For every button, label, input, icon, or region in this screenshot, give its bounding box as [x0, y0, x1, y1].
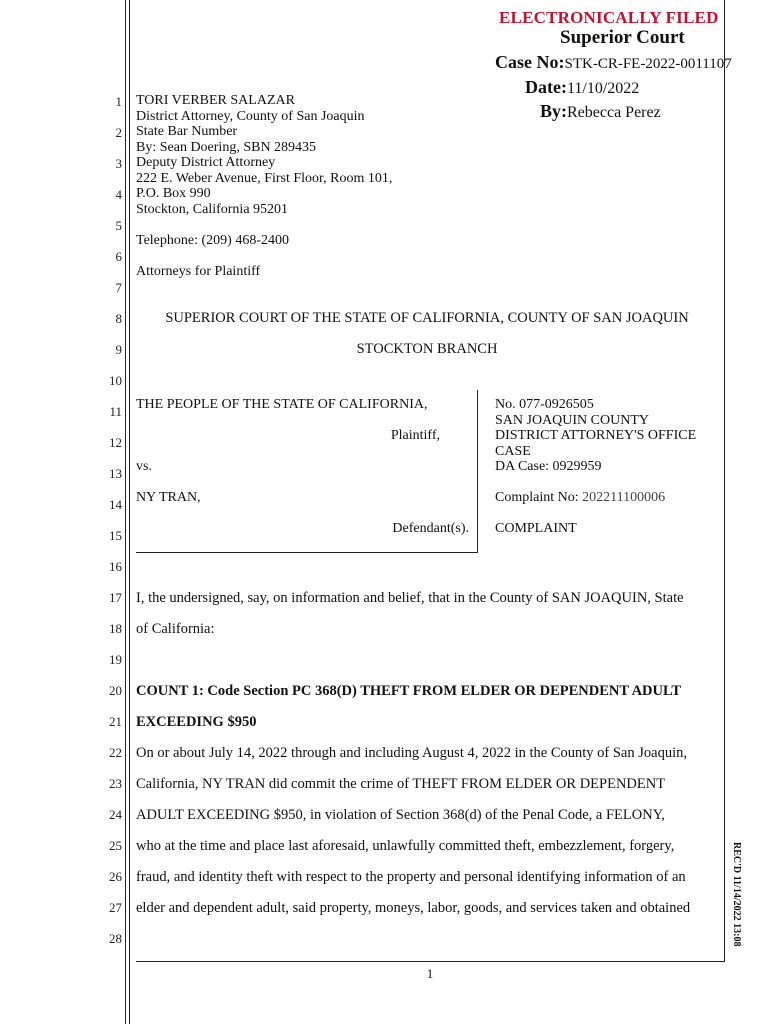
line-number: 8	[115, 311, 122, 326]
stamp-case-label: Case No:	[495, 52, 565, 72]
stamp-date	[525, 77, 639, 98]
line-number: 10	[109, 373, 122, 388]
complaint-number-value: 202211100006	[582, 490, 666, 505]
line-number: 19	[109, 652, 122, 667]
left-margin-rule-1	[125, 0, 126, 1024]
office-line: DISTRICT ATTORNEY'S OFFICE	[495, 428, 697, 443]
stamp-case-number	[495, 52, 732, 73]
attorney-line: By: Sean Doering, SBN 289435	[136, 139, 317, 155]
attorney-block	[136, 93, 392, 217]
office-line: CASE	[495, 443, 531, 459]
caption-plaintiff: Plaintiff,	[390, 428, 440, 443]
count-title: EXCEEDING $950	[136, 714, 257, 730]
line-number: 16	[109, 559, 122, 574]
count-text-line: fraud, and identity theft with respect to the property and personal identifying information of an	[136, 869, 686, 885]
stamp-date-label: Date:	[525, 77, 567, 97]
court-branch: STOCKTON BRANCH	[356, 341, 498, 357]
count-title: COUNT 1: Code Section PC 368(D) THEFT FROM ELDER OR DEPENDENT ADULT	[136, 683, 682, 699]
stamp-by-value: Rebecca Perez	[567, 104, 661, 121]
case-info	[495, 397, 696, 475]
attorney-telephone: Telephone: (209) 468-2400	[136, 233, 289, 248]
caption-divider	[477, 390, 478, 553]
complaint-number-label: Complaint No:	[495, 490, 579, 505]
right-margin-rule	[724, 0, 725, 962]
caption-people: THE PEOPLE OF THE STATE OF CALIFORNIA,	[136, 397, 428, 412]
line-number: 24	[109, 807, 122, 822]
intro-line: I, the undersigned, say, on information and belief, that in the County of SAN JOAQUIN, State	[136, 590, 684, 606]
line-number: 25	[109, 838, 122, 853]
line-number: 5	[115, 218, 122, 233]
line-number: 3	[115, 156, 122, 171]
caption-bottom-rule	[136, 552, 477, 553]
line-number: 1	[115, 94, 122, 109]
stamp-date-value: 11/10/2022	[566, 80, 640, 97]
case-number: No. 077-0926505	[495, 397, 594, 412]
attorneys-for: Attorneys for Plaintiff	[136, 264, 261, 279]
attorney-line: P.O. Box 990	[136, 186, 211, 201]
line-number: 6	[115, 249, 122, 264]
caption-defendant-name: NY TRAN,	[136, 490, 201, 505]
line-number: 7	[115, 280, 122, 295]
da-case: DA Case: 0929959	[495, 459, 602, 474]
stamp-by	[540, 101, 661, 122]
line-number: 17	[109, 590, 122, 605]
stamp-court: Superior Court	[560, 27, 685, 48]
line-number: 20	[109, 683, 122, 698]
line-number: 9	[115, 342, 122, 357]
caption-defendant-label: Defendant(s).	[392, 521, 469, 536]
line-number: 12	[109, 435, 122, 450]
line-number: 26	[109, 869, 122, 884]
attorney-line: TORI VERBER SALAZAR	[136, 93, 295, 108]
attorney-line: District Attorney, County of San Joaquin	[136, 108, 365, 124]
line-number: 23	[109, 776, 122, 791]
count-text-line: California, NY TRAN did commit the crime of THEFT FROM ELDER OR DEPENDENT	[136, 776, 666, 792]
line-number: 28	[109, 931, 122, 946]
court-name: SUPERIOR COURT OF THE STATE OF CALIFORNIA, COUNTY OF SAN JOAQUIN	[165, 310, 689, 326]
line-number: 11	[109, 404, 122, 419]
attorney-line: Deputy District Attorney	[136, 155, 276, 170]
received-stamp: REC'D 11/14/2022 13:08	[731, 842, 742, 947]
line-number: 15	[109, 528, 122, 543]
count-text-line: On or about July 14, 2022 through and including August 4, 2022 in the County of San Joaquin,	[136, 745, 687, 761]
line-number: 4	[115, 187, 122, 202]
stamp-by-label: By:	[540, 101, 567, 121]
line-number: 18	[109, 621, 122, 636]
line-number: 27	[109, 900, 122, 915]
intro-line: of California:	[136, 621, 215, 637]
footer-rule	[136, 961, 724, 962]
attorney-line: 222 E. Weber Avenue, First Floor, Room 101,	[136, 170, 393, 186]
count-text-line: who at the time and place last aforesaid, unlawfully committed theft, embezzlement, forgery,	[136, 838, 675, 854]
line-number: 13	[109, 466, 122, 481]
stamp-case-value: STK-CR-FE-2022-0011107	[564, 56, 732, 72]
attorney-line: State Bar Number	[136, 124, 238, 139]
line-number: 22	[109, 745, 122, 760]
line-number: 21	[109, 714, 122, 729]
electronically-filed-stamp: ELECTRONICALLY FILED	[499, 8, 719, 27]
line-number: 14	[109, 497, 122, 512]
count-text-line: ADULT EXCEEDING $950, in violation of Section 368(d) of the Penal Code, a FELONY,	[136, 807, 665, 823]
page-number: 1	[426, 966, 434, 981]
document-title: COMPLAINT	[495, 521, 577, 536]
attorney-line: Stockton, California 95201	[136, 201, 289, 217]
caption-vs: vs.	[136, 459, 152, 474]
count-text-line: elder and dependent adult, said property, moneys, labor, goods, and services taken and obtained	[136, 900, 691, 916]
left-margin-rule-2	[129, 0, 130, 1024]
office-line: SAN JOAQUIN COUNTY	[495, 412, 649, 428]
line-number: 2	[115, 125, 122, 140]
complaint-number	[495, 490, 665, 506]
